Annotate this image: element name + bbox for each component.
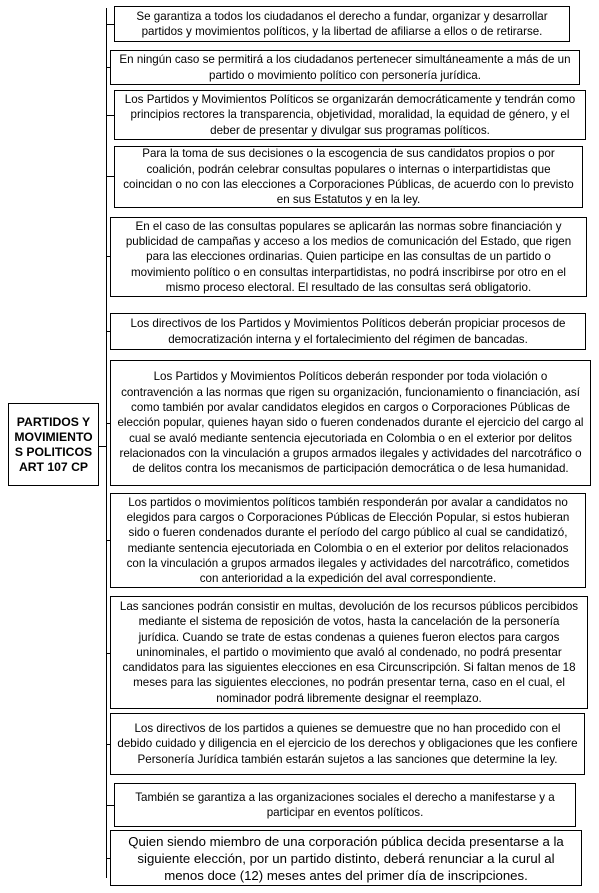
root-connector [99,446,106,447]
item-node [114,90,586,140]
item-text: Los Partidos y Movimientos Políticos deberán responder por toda violación o contravención a las normas que rigen su organización, funcionamiento o financiación, así como también por avalar candidatos elegidos en cargos o Corporaciones Públicas de elección popular, quienes hayan sido o fueren condenados durante el ejercicio del cargo al cual se avaló mediante sentencia ejecutoriada en Colombia o en el exterior por delitos relacionados con la vinculación a grupos armados ilegales y actividades del narcotráfico o de delitos contra los mecanismos de participación democrática o de lesa humanidad. [117,370,584,476]
item-text: Los directivos de los Partidos y Movimientos Políticos deberán propiciar procesos de democratización interna y el fortalecimiento del régimen de bancadas. [130,317,566,346]
item-text: Para la toma de sus decisiones o la escogencia de sus candidatos propios o por coalición, podrán celebrar consultas populares o internas o interpartidistas que coincidan o no con las elecciones a Corporaciones Públicas, de acuerdo con lo previsto en sus Estatutos y en la ley. [123,147,574,207]
branch-connector [106,24,114,25]
item-text: En el caso de las consultas populares se aplicarán las normas sobre financiación y publicidad de campañas y acceso a los medios de comunicación del Estado, que rigen para las elecciones ordinarias. Quien participe en las consultas de un partido o movimiento político o en consultas interpartidistas, no podrá inscribirse por otro en el mismo proceso electoral. El resultado de las consultas será obligatorio. [125,219,572,294]
item-node [114,783,576,827]
item-node [110,313,586,350]
bracket-spine [106,8,107,878]
item-text: En ningún caso se permitirá a los ciudadanos pertenecer simultáneamente a más de un partido o movimiento político con personería jurídica. [119,53,571,82]
branch-connector [106,115,114,116]
item-text: También se garantiza a las organizaciones sociales el derecho a manifestarse y a participar en eventos políticos. [135,790,555,819]
root-line-2: MOVIMIENTO [14,429,93,444]
branch-connector [106,805,114,806]
item-text: Los directivos de los partidos a quienes se demuestre que no han procedido con el debido cuidado y diligencia en el ejercicio de los derechos y obligaciones que les confiere Personería Jurídica también estarán sujetos a las sanciones que determine la ley. [117,722,578,766]
item-text: Los Partidos y Movimientos Políticos se organizarán democráticamente y tendrán como principios rectores la transparencia, objetividad, moralidad, la equidad de género, y el deber de presentar y divulgar sus programas políticos. [124,93,576,137]
item-text: Los partidos o movimientos políticos también responderán por avalar a candidatos no elegidos para cargos o Corporaciones Públicas de Elección Popular, si estos hubieran sido o fueren condenados durante el período del cargo público al cual se candidatizó, mediante sentencia ejecutoriada en Colombia o en el exterior por delitos relacionados con la vinculación a grupos armados ilegales y actividades del narcotráfico, cometidos con anterioridad a la expedición del aval correspondiente. [126,495,570,586]
item-text: Se garantiza a todos los ciudadanos el derecho a fundar, organizar y desarrollar partidos y movimientos políticos, y la libertad de afiliarse a ellos o de retirarse. [136,9,548,38]
root-line-3: S POLITICOS [14,444,93,459]
item-node [110,360,591,486]
branch-connector [106,176,114,177]
root-line-4: ART 107 CP [18,459,89,474]
root-line-1: PARTIDOS Y [16,414,91,429]
root-node [8,403,99,486]
item-node [110,830,582,886]
item-text: Las sanciones podrán consistir en multas, devolución de los recursos públicos percibidos mediante el sistema de reposición de votos, hasta la cancelación de la personería jurídica. Cuando se trate de estas condenas a quienes fueron electos para cargos uninominales, el partido o movimiento que avaló al condenado, no podrá presentar candidatos para las siguientes elecciones en esa Circunscripción. Si faltan menos de 18 meses para las siguientes elecciones, no podrán presentar terna, caso en el cual, el nominador podrá libremente designar el reemplazo. [119,599,579,705]
item-text: Quien siendo miembro de una corporación pública decida presentarse a la siguiente elección, por un partido distinto, deberá renunciar a la curul al menos doce (12) meses antes del primer día de inscripciones. [128,833,564,883]
item-node [110,713,585,775]
item-node [110,50,580,85]
item-node [110,217,587,297]
item-node [114,6,570,42]
item-node [110,596,588,709]
item-node [110,493,586,588]
item-node [114,146,583,208]
